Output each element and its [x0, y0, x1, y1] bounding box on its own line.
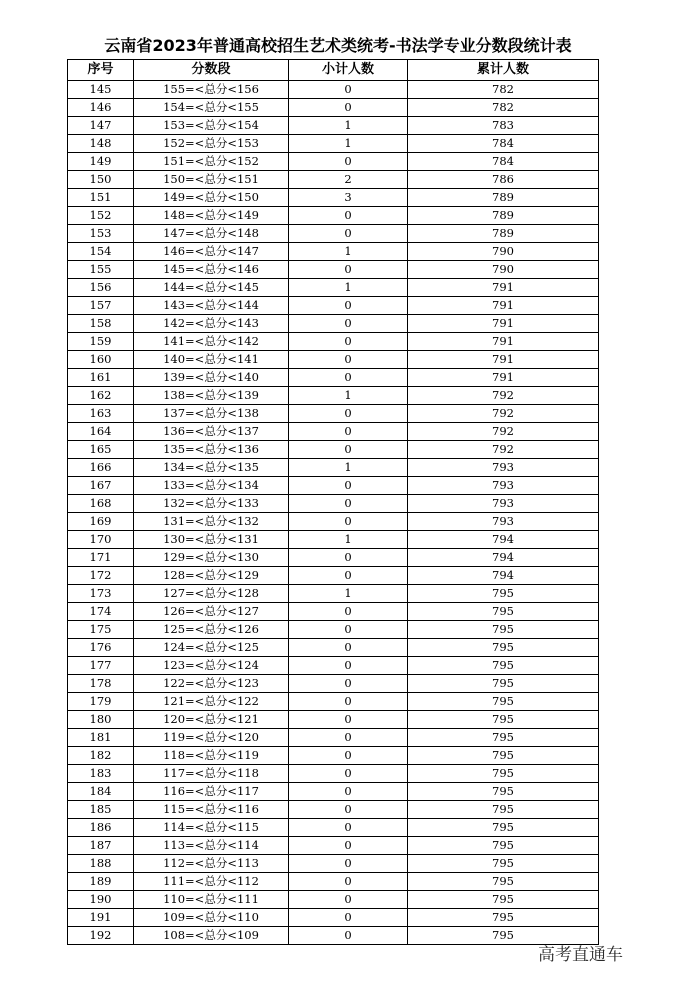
- page-title: 云南省2023年普通高校招生艺术类统考-书法学专业分数段统计表: [104, 36, 572, 55]
- cell-cumulative: 795: [408, 873, 599, 891]
- table-row: [68, 837, 599, 855]
- cell-subtotal: 0: [289, 207, 408, 225]
- cell-score-range: 121=<总分<122: [134, 693, 289, 711]
- cell-subtotal: 0: [289, 153, 408, 171]
- cell-subtotal: 0: [289, 675, 408, 693]
- cell-score-range: 140=<总分<141: [134, 351, 289, 369]
- cell-cumulative: 789: [408, 225, 599, 243]
- cell-index: 181: [68, 729, 134, 747]
- table-row: [68, 513, 599, 531]
- cell-subtotal: 1: [289, 387, 408, 405]
- cell-index: 158: [68, 315, 134, 333]
- cell-score-range: 122=<总分<123: [134, 675, 289, 693]
- cell-index: 175: [68, 621, 134, 639]
- cell-score-range: 149=<总分<150: [134, 189, 289, 207]
- table-row: [68, 315, 599, 333]
- cell-score-range: 112=<总分<113: [134, 855, 289, 873]
- table-row: [68, 135, 599, 153]
- cell-cumulative: 795: [408, 675, 599, 693]
- table-row: [68, 873, 599, 891]
- cell-score-range: 124=<总分<125: [134, 639, 289, 657]
- cell-cumulative: 789: [408, 207, 599, 225]
- table-row: [68, 549, 599, 567]
- cell-index: 145: [68, 81, 134, 99]
- table-row: [68, 603, 599, 621]
- cell-subtotal: 0: [289, 369, 408, 387]
- cell-cumulative: 784: [408, 153, 599, 171]
- cell-cumulative: 782: [408, 99, 599, 117]
- cell-index: 182: [68, 747, 134, 765]
- cell-subtotal: 2: [289, 171, 408, 189]
- cell-cumulative: 795: [408, 747, 599, 765]
- cell-subtotal: 1: [289, 243, 408, 261]
- table-row: [68, 459, 599, 477]
- cell-subtotal: 0: [289, 603, 408, 621]
- cell-index: 191: [68, 909, 134, 927]
- cell-cumulative: 794: [408, 549, 599, 567]
- cell-score-range: 134=<总分<135: [134, 459, 289, 477]
- cell-score-range: 118=<总分<119: [134, 747, 289, 765]
- cell-subtotal: 0: [289, 819, 408, 837]
- cell-index: 179: [68, 693, 134, 711]
- cell-score-range: 137=<总分<138: [134, 405, 289, 423]
- cell-cumulative: 795: [408, 639, 599, 657]
- table-row: [68, 387, 599, 405]
- header-cumulative: 累计人数: [408, 60, 599, 81]
- table-row: [68, 297, 599, 315]
- cell-cumulative: 795: [408, 855, 599, 873]
- cell-index: 164: [68, 423, 134, 441]
- cell-cumulative: 793: [408, 459, 599, 477]
- cell-index: 166: [68, 459, 134, 477]
- header-subtotal: 小计人数: [289, 60, 408, 81]
- cell-cumulative: 795: [408, 783, 599, 801]
- table-row: [68, 819, 599, 837]
- cell-index: 190: [68, 891, 134, 909]
- cell-index: 153: [68, 225, 134, 243]
- cell-index: 165: [68, 441, 134, 459]
- cell-score-range: 135=<总分<136: [134, 441, 289, 459]
- cell-cumulative: 795: [408, 909, 599, 927]
- cell-cumulative: 791: [408, 351, 599, 369]
- cell-cumulative: 792: [408, 423, 599, 441]
- cell-cumulative: 795: [408, 891, 599, 909]
- cell-score-range: 110=<总分<111: [134, 891, 289, 909]
- cell-subtotal: 0: [289, 441, 408, 459]
- cell-subtotal: 0: [289, 783, 408, 801]
- cell-index: 192: [68, 927, 134, 945]
- cell-index: 169: [68, 513, 134, 531]
- table-row: [68, 171, 599, 189]
- cell-index: 156: [68, 279, 134, 297]
- table-row: [68, 117, 599, 135]
- table-row: [68, 747, 599, 765]
- table-row: [68, 441, 599, 459]
- cell-cumulative: 791: [408, 333, 599, 351]
- cell-cumulative: 795: [408, 837, 599, 855]
- cell-index: 188: [68, 855, 134, 873]
- cell-subtotal: 0: [289, 261, 408, 279]
- cell-score-range: 147=<总分<148: [134, 225, 289, 243]
- table-row: [68, 639, 599, 657]
- cell-score-range: 108=<总分<109: [134, 927, 289, 945]
- cell-score-range: 144=<总分<145: [134, 279, 289, 297]
- cell-index: 159: [68, 333, 134, 351]
- cell-index: 161: [68, 369, 134, 387]
- cell-subtotal: 0: [289, 495, 408, 513]
- cell-subtotal: 0: [289, 297, 408, 315]
- cell-index: 151: [68, 189, 134, 207]
- cell-score-range: 131=<总分<132: [134, 513, 289, 531]
- cell-subtotal: 0: [289, 351, 408, 369]
- cell-cumulative: 795: [408, 729, 599, 747]
- table-row: [68, 333, 599, 351]
- cell-subtotal: 0: [289, 855, 408, 873]
- cell-subtotal: 0: [289, 513, 408, 531]
- cell-subtotal: 0: [289, 801, 408, 819]
- cell-index: 172: [68, 567, 134, 585]
- cell-cumulative: 792: [408, 441, 599, 459]
- score-distribution-table: [67, 59, 599, 945]
- cell-cumulative: 791: [408, 279, 599, 297]
- cell-cumulative: 795: [408, 927, 599, 945]
- cell-score-range: 143=<总分<144: [134, 297, 289, 315]
- cell-score-range: 150=<总分<151: [134, 171, 289, 189]
- cell-score-range: 123=<总分<124: [134, 657, 289, 675]
- cell-score-range: 133=<总分<134: [134, 477, 289, 495]
- cell-subtotal: 0: [289, 693, 408, 711]
- table-row: [68, 279, 599, 297]
- cell-score-range: 141=<总分<142: [134, 333, 289, 351]
- cell-score-range: 152=<总分<153: [134, 135, 289, 153]
- cell-index: 163: [68, 405, 134, 423]
- cell-index: 168: [68, 495, 134, 513]
- table-row: [68, 855, 599, 873]
- cell-subtotal: 0: [289, 477, 408, 495]
- table-row: [68, 729, 599, 747]
- cell-cumulative: 791: [408, 297, 599, 315]
- cell-subtotal: 3: [289, 189, 408, 207]
- table-row: [68, 567, 599, 585]
- cell-cumulative: 795: [408, 693, 599, 711]
- cell-subtotal: 0: [289, 765, 408, 783]
- cell-index: 154: [68, 243, 134, 261]
- table-row: [68, 693, 599, 711]
- cell-score-range: 128=<总分<129: [134, 567, 289, 585]
- table-row: [68, 891, 599, 909]
- table-row: [68, 531, 599, 549]
- cell-score-range: 120=<总分<121: [134, 711, 289, 729]
- cell-score-range: 146=<总分<147: [134, 243, 289, 261]
- table-row: [68, 189, 599, 207]
- cell-cumulative: 793: [408, 477, 599, 495]
- cell-index: 183: [68, 765, 134, 783]
- table-row: [68, 369, 599, 387]
- header-index: 序号: [68, 60, 134, 81]
- cell-cumulative: 792: [408, 405, 599, 423]
- cell-subtotal: 1: [289, 585, 408, 603]
- cell-subtotal: 1: [289, 135, 408, 153]
- cell-index: 171: [68, 549, 134, 567]
- cell-score-range: 127=<总分<128: [134, 585, 289, 603]
- cell-subtotal: 0: [289, 891, 408, 909]
- cell-subtotal: 1: [289, 459, 408, 477]
- cell-subtotal: 0: [289, 657, 408, 675]
- cell-index: 157: [68, 297, 134, 315]
- cell-subtotal: 0: [289, 549, 408, 567]
- cell-index: 146: [68, 99, 134, 117]
- cell-score-range: 115=<总分<116: [134, 801, 289, 819]
- table-row: [68, 765, 599, 783]
- cell-subtotal: 0: [289, 711, 408, 729]
- cell-cumulative: 794: [408, 531, 599, 549]
- cell-cumulative: 795: [408, 657, 599, 675]
- cell-cumulative: 795: [408, 801, 599, 819]
- cell-subtotal: 0: [289, 99, 408, 117]
- table-row: [68, 207, 599, 225]
- cell-score-range: 142=<总分<143: [134, 315, 289, 333]
- cell-index: 176: [68, 639, 134, 657]
- cell-cumulative: 791: [408, 369, 599, 387]
- cell-index: 152: [68, 207, 134, 225]
- cell-subtotal: 0: [289, 315, 408, 333]
- cell-score-range: 155=<总分<156: [134, 81, 289, 99]
- header-score-range: 分数段: [134, 60, 289, 81]
- table-row: [68, 405, 599, 423]
- cell-cumulative: 784: [408, 135, 599, 153]
- cell-subtotal: 1: [289, 531, 408, 549]
- table-row: [68, 261, 599, 279]
- watermark-text: 高考直通车: [538, 945, 623, 965]
- cell-subtotal: 0: [289, 621, 408, 639]
- cell-score-range: 109=<总分<110: [134, 909, 289, 927]
- table-row: [68, 675, 599, 693]
- cell-index: 184: [68, 783, 134, 801]
- cell-subtotal: 0: [289, 909, 408, 927]
- cell-cumulative: 782: [408, 81, 599, 99]
- cell-cumulative: 786: [408, 171, 599, 189]
- table-row: [68, 243, 599, 261]
- cell-score-range: 139=<总分<140: [134, 369, 289, 387]
- cell-subtotal: 1: [289, 117, 408, 135]
- table-row: [68, 621, 599, 639]
- cell-index: 186: [68, 819, 134, 837]
- cell-index: 148: [68, 135, 134, 153]
- cell-cumulative: 795: [408, 711, 599, 729]
- cell-subtotal: 0: [289, 333, 408, 351]
- table-row: [68, 909, 599, 927]
- cell-subtotal: 0: [289, 567, 408, 585]
- table-row: [68, 783, 599, 801]
- cell-score-range: 119=<总分<120: [134, 729, 289, 747]
- cell-index: 189: [68, 873, 134, 891]
- table-row: [68, 657, 599, 675]
- table-row: [68, 495, 599, 513]
- cell-score-range: 154=<总分<155: [134, 99, 289, 117]
- header-row: [68, 60, 599, 81]
- table-body: [68, 81, 599, 945]
- cell-cumulative: 795: [408, 585, 599, 603]
- cell-subtotal: 0: [289, 837, 408, 855]
- cell-cumulative: 795: [408, 765, 599, 783]
- cell-cumulative: 792: [408, 387, 599, 405]
- cell-score-range: 148=<总分<149: [134, 207, 289, 225]
- cell-cumulative: 793: [408, 495, 599, 513]
- cell-score-range: 136=<总分<137: [134, 423, 289, 441]
- cell-cumulative: 790: [408, 243, 599, 261]
- cell-cumulative: 783: [408, 117, 599, 135]
- cell-score-range: 151=<总分<152: [134, 153, 289, 171]
- table-header: [68, 60, 599, 81]
- cell-index: 178: [68, 675, 134, 693]
- table-row: [68, 81, 599, 99]
- table-row: [68, 225, 599, 243]
- cell-score-range: 138=<总分<139: [134, 387, 289, 405]
- cell-index: 187: [68, 837, 134, 855]
- table-row: [68, 423, 599, 441]
- cell-index: 170: [68, 531, 134, 549]
- cell-score-range: 132=<总分<133: [134, 495, 289, 513]
- cell-index: 155: [68, 261, 134, 279]
- cell-cumulative: 790: [408, 261, 599, 279]
- table-row: [68, 927, 599, 945]
- cell-score-range: 130=<总分<131: [134, 531, 289, 549]
- cell-cumulative: 789: [408, 189, 599, 207]
- cell-index: 162: [68, 387, 134, 405]
- table-row: [68, 153, 599, 171]
- cell-score-range: 153=<总分<154: [134, 117, 289, 135]
- cell-index: 149: [68, 153, 134, 171]
- cell-subtotal: 0: [289, 423, 408, 441]
- cell-index: 167: [68, 477, 134, 495]
- cell-score-range: 126=<总分<127: [134, 603, 289, 621]
- cell-index: 150: [68, 171, 134, 189]
- cell-subtotal: 0: [289, 405, 408, 423]
- cell-subtotal: 1: [289, 279, 408, 297]
- cell-index: 177: [68, 657, 134, 675]
- table-row: [68, 477, 599, 495]
- cell-subtotal: 0: [289, 747, 408, 765]
- cell-score-range: 114=<总分<115: [134, 819, 289, 837]
- table-row: [68, 801, 599, 819]
- cell-index: 173: [68, 585, 134, 603]
- cell-index: 174: [68, 603, 134, 621]
- cell-subtotal: 0: [289, 873, 408, 891]
- table-row: [68, 99, 599, 117]
- cell-index: 160: [68, 351, 134, 369]
- cell-score-range: 113=<总分<114: [134, 837, 289, 855]
- cell-cumulative: 795: [408, 603, 599, 621]
- cell-score-range: 129=<总分<130: [134, 549, 289, 567]
- cell-score-range: 116=<总分<117: [134, 783, 289, 801]
- cell-subtotal: 0: [289, 225, 408, 243]
- cell-cumulative: 795: [408, 621, 599, 639]
- cell-score-range: 111=<总分<112: [134, 873, 289, 891]
- table-row: [68, 711, 599, 729]
- cell-cumulative: 795: [408, 819, 599, 837]
- table-row: [68, 585, 599, 603]
- cell-cumulative: 793: [408, 513, 599, 531]
- cell-index: 147: [68, 117, 134, 135]
- cell-subtotal: 0: [289, 927, 408, 945]
- table-row: [68, 351, 599, 369]
- cell-score-range: 125=<总分<126: [134, 621, 289, 639]
- cell-index: 185: [68, 801, 134, 819]
- cell-score-range: 145=<总分<146: [134, 261, 289, 279]
- cell-cumulative: 791: [408, 315, 599, 333]
- cell-subtotal: 0: [289, 81, 408, 99]
- cell-subtotal: 0: [289, 729, 408, 747]
- cell-subtotal: 0: [289, 639, 408, 657]
- cell-cumulative: 794: [408, 567, 599, 585]
- cell-index: 180: [68, 711, 134, 729]
- cell-score-range: 117=<总分<118: [134, 765, 289, 783]
